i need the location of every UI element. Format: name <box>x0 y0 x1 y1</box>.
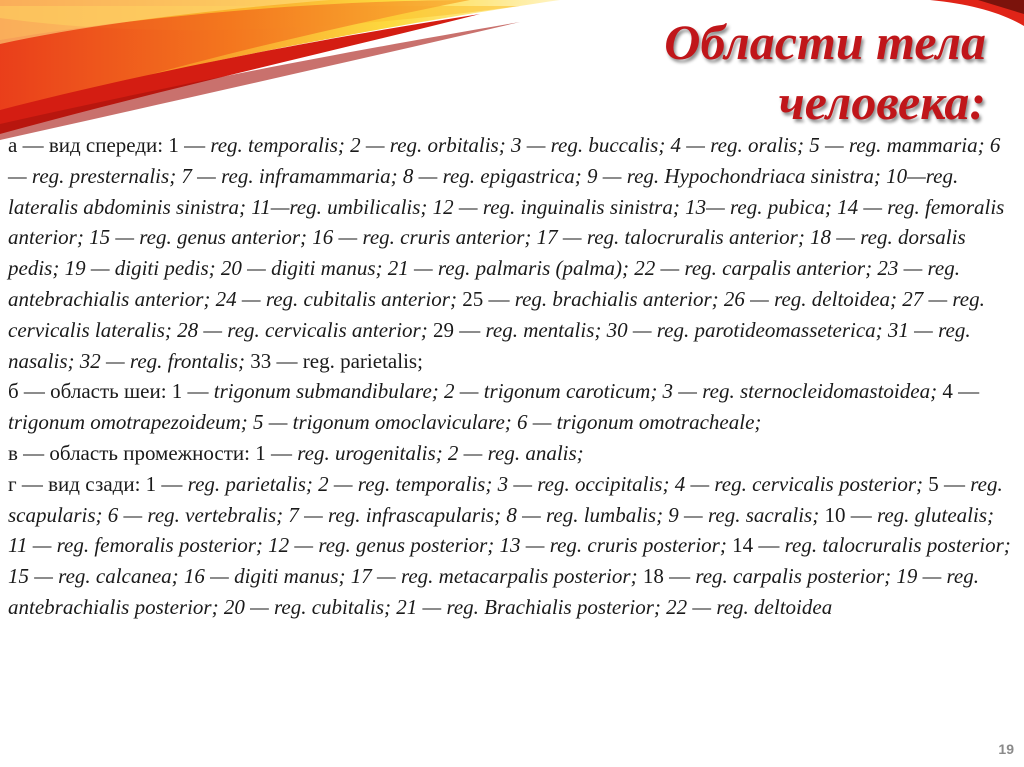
title-line-1: Области тела <box>664 14 986 70</box>
back-view-number-14: 14 — <box>732 533 785 558</box>
back-view-prefix: г — вид сзади: 1 — <box>8 471 188 496</box>
perineum-prefix: в — область промежности: 1 — <box>8 440 298 465</box>
slide-body-text <box>8 130 1016 623</box>
neck-number-4: 4 — <box>942 379 980 404</box>
front-view-prefix: а — вид спереди: 1 — <box>8 133 211 157</box>
back-view-list-part-1: reg. parietalis; 2 — reg. temporalis; 3 — reg. occipitalis; 4 — reg. cervicalis posterior; <box>187 471 929 496</box>
paragraph-neck-region <box>8 376 1016 438</box>
front-view-number-25: 25 — <box>462 286 515 311</box>
paragraph-front-view <box>8 130 1016 376</box>
back-view-list-part-4: reg. talocruralis posterior; 15 — reg. calcanea; 16 — digiti manus; 17 — reg. metacarpalis posterior; <box>8 533 1011 589</box>
front-view-tail: 33 — reg. parietalis; <box>250 348 423 373</box>
back-view-number-10: 10 — <box>824 502 877 527</box>
front-view-list-part-3: reg. mentalis; 30 — reg. parotideomasseterica; 31 — reg. nasalis; 32 — reg. frontalis; <box>8 317 971 373</box>
back-view-list-part-2: reg. scapularis; 6 — reg. vertebralis; 7 — reg. infrascapularis; 8 — reg. lumbalis; 9 — reg. sacralis; <box>8 471 1003 527</box>
paragraph-back-view <box>8 469 1016 623</box>
neck-list-part-2: trigonum omotrapezoideum; 5 — trigonum omoclaviculare; 6 — trigonum omotracheale; <box>8 410 762 435</box>
paragraph-perineum-region <box>8 438 1016 469</box>
neck-list-part-1: trigonum submandibulare; 2 — trigonum caroticum; 3 — reg. sternocleidomastoidea; <box>213 379 943 404</box>
title-line-2: человека: <box>778 74 986 130</box>
perineum-list: reg. urogenitalis; 2 — reg. analis; <box>297 440 584 465</box>
front-view-list-part-1: reg. temporalis; 2 — reg. orbitalis; 3 — reg. buccalis; 4 — reg. oralis; 5 — reg. mammaria; 6 — reg. presternalis; 7 — reg. inframammaria; 8 — reg. epigastrica; 9 — reg. Hypochondriaca sinistra; 10—reg. lateralis abdominis sinistra; 11—reg. umbilicalis; 12 — reg. inguinalis sinistra; 13— reg. pubica; 14 — reg. femoralis anterior; 15 — reg. genus anterior; 16 — reg. cruris anterior; 17 — reg. talocruralis anterior; 18 — reg. dorsalis pedis; 19 — digiti pedis; 20 — digiti manus; 21 — reg. palmaris (palma); 22 — reg. carpalis anterior; 23 — reg. antebrachialis anterior; 24 — reg. cubitalis anterior; <box>8 133 1005 311</box>
back-view-list-part-5: reg. carpalis posterior; 19 — reg. antebrachialis posterior; 20 — reg. cubitalis; 21 — reg. Brachialis posterior; 22 — reg. deltoidea <box>8 564 979 619</box>
back-view-number-5: 5 — <box>928 471 971 496</box>
page-number: 19 <box>998 741 1014 757</box>
slide-title <box>664 12 986 132</box>
front-view-number-29: 29 — <box>432 317 486 342</box>
neck-prefix: б — область шеи: 1 — <box>8 379 214 404</box>
back-view-number-18: 18 — <box>642 564 696 589</box>
front-view-list-part-2: reg. brachialis anterior; 26 — reg. deltoidea; 27 — reg. cervicalis lateralis; 28 — reg. cervicalis anterior; <box>8 286 985 342</box>
back-view-list-part-3: reg. glutealis; 11 — reg. femoralis posterior; 12 — reg. genus posterior; 13 — reg. cruris posterior; <box>8 502 994 558</box>
